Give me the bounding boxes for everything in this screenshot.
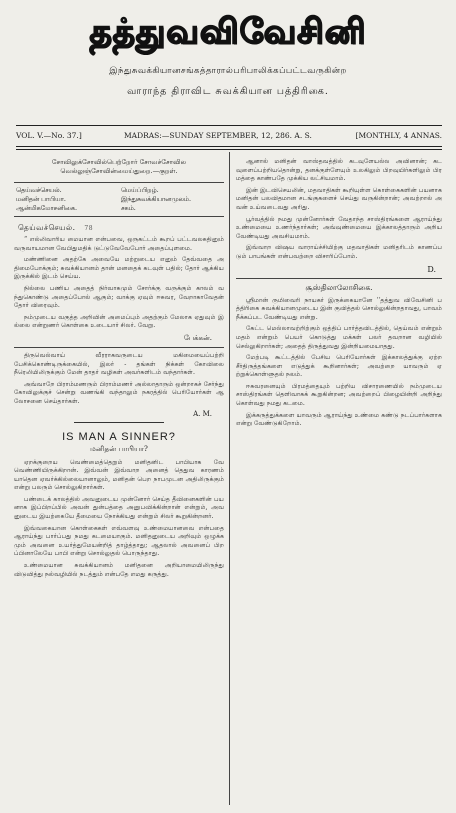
header-bottom-rule bbox=[16, 146, 442, 147]
right-column bbox=[236, 158, 442, 807]
toc-item: சகம். bbox=[121, 204, 136, 212]
masthead-tagline: வாராந்த திராவிட சுவக்கியான பத்திரிகை. bbox=[127, 86, 329, 97]
article-paragraph: உண்மையான சுவக்கியானம் மனிதனை அறியாமையிலிருந்து விடுவித்து நல்வழியில் நடத்தும் என்பதே எமது கருத்து. bbox=[14, 562, 224, 578]
toc-item: ஆன்மிகமோசனிகை. bbox=[16, 204, 78, 212]
article-paragraph: பண்டைக் காலத்தில் அவனுடைய முன்னோர் செய்த தீவினைகளின் பயனாக இப்பிறப்பில் அவன் துன்பத்தை அனுபவிக்கின்றான் என்றும், அவனுடைய இயற்கையே தீமையை நோக்கியது என்றும் சிலர் கூறுகின்றனர். bbox=[14, 495, 224, 521]
short-divider bbox=[74, 422, 164, 423]
article-title: சூஸ்திலாலோசிகை. bbox=[305, 282, 373, 292]
toc-item: தெய்வச்செயல். bbox=[16, 186, 62, 194]
article-paragraph: அவ்வாறே பிராம்மணரும் பிராம்மணர் அல்லாதாரும் ஒன்றாகச் சேர்ந்து கோவிலுக்குச் சென்று வணங்கி வந்தாலும் நகரத்தில் பெரியோர்கள் ஆலோசனை செய்தார்கள். bbox=[14, 380, 224, 405]
article-paragraph: இவ்வாற விஷய வாராய்ச்சியிற்கு மதவாதிகள் மனிதரிடம் காணப்படும் பாபங்கள் என்பவற்றை விசாரிப்போம். bbox=[236, 244, 442, 260]
issue-info-bar bbox=[16, 131, 442, 145]
article-paragraph: கேட்ட மெல்லாவற்றிற்கும் ஒத்திப் பார்த்தவிடத்தில், தெய்வம் என்றும் மதம் என்றும் பெயர் கொடுத்து மக்கள் பலர் தவறான வழியில் செல்லுகிறார்கள்; அதைத் திருத்துவது இன்றியமையாதது. bbox=[236, 325, 442, 350]
section-divider bbox=[236, 278, 442, 279]
header-top-rule bbox=[16, 125, 442, 126]
masthead-logo-title: தத்துவவிவேசினி bbox=[89, 12, 367, 52]
section-divider bbox=[14, 347, 224, 348]
epigraph-quote: சோவிலுக்சோவில்பெற்றோர் சோவச்சோவில வெல்லுஞ்சோவின்மைய்துறை.—குறள். bbox=[51, 158, 187, 175]
article-paragraph: நம்முடைய வகுத்த அறிவின் அமைப்பும் அதற்கும் மேலாக ஏதுவும் இல்லை என்றுணர் கொள்கை உடையார் சிலர். வேறு. bbox=[14, 313, 224, 330]
article-paragraph: இன் இடவிசெயலின், மதவாதிகள் கூறியுள்ள கொள்கைகளின் பயனாக மனிதன் பலவிதமான சடங்குகளைச் செய்து வருகின்றான்; அவற்றால் அவன் உய்வடைவது அரிது. bbox=[236, 186, 442, 211]
article-paragraph: ஈசுவரனையும் பிரமத்தையும் பற்றிய விசாரணையில் நம்முடைய சாஸ்திரங்கள் தெளிவாகக் கூறுகின்றன; அவற்றைப் பிழையின்றி அறிந்து கொள்வது நமது கடமை. bbox=[236, 382, 442, 408]
article-paragraph: ஆனால் மனிதன் வாஸ்தவத்தில் கடவுளேயல்ல அவினான்; கடவுளைப்பற்றியதொன்று, தனக்குள்ளேயும் உலகிலும் பிறவுயிர்களிலும் பிரமத்தை காண்பதே முக்கிய லட்சியமாம். bbox=[236, 158, 442, 183]
article-paragraph: மேற்படி கூட்டத்தில் பேசிய பெரியோர்கள் இக்காலத்துக்கு ஏற்ற சீர்திருத்தங்களை எடுத்துக் கூறினார்கள்; அவற்றை யாவரும் ஏற்றுக்கொள்ளுதல் நலம். bbox=[236, 354, 442, 379]
article-title: தெய்வச்செயல். bbox=[18, 223, 76, 232]
header-bottom-rule-2 bbox=[16, 149, 442, 150]
article-paragraph: ஏறக்குறைய வெண்மைத்தெறும் மனிதனிட பாபியாக வே வெண்ணியிருக்கிறான். இவ்வன் இவ்வாற அனைத் தெதுவ காரணம் யாதென ஏவர்க்கில்லையானாலும், மனிதன் பெற நாபமுடன அதிலிருக்கும் என்று பலரும் சொல்லுகிறார்கள். bbox=[14, 458, 224, 492]
article-signature: A. M. bbox=[193, 409, 212, 418]
article-paragraph: “ எல்லிவாரிய மையான என்பவை, ஒருகட்டம் கூறப் பட்டவலகதினும் வருவாயமான வேபிதுமதிக் டுட்டுவேவேபோர் அதைப்புளமை. bbox=[14, 236, 224, 252]
article-heading bbox=[18, 223, 224, 233]
article-paragraph: இவ்வகையான கொள்கைகள் எவ்வளவு உண்மையானவை என்பதை ஆராய்ந்து பார்ப்பது நமது கடமையாகும். மனிதனுடைய அறிவும் ஒழுக்கமும் அவனை உயர்த்துமேயன்றித் தாழ்த்தாது; ஆதலால் அவனைப் பிறப்பினாலேயே பாபி என்று சொல்லுதல் பொருந்தாது. bbox=[14, 524, 224, 558]
article-signature: பேக்கன். bbox=[183, 333, 212, 342]
volume-number: VOL. V.—No. 37.] bbox=[16, 131, 82, 140]
subscription-price: [MONTHLY, 4 ANNAS. bbox=[355, 131, 442, 140]
article-paragraph: பூர்வத்தில் நமது முன்னோர்கள் வேதாந்த சாஸ்திரங்களை ஆராய்ந்து உண்மையை உணர்ந்தார்கள்; அவ்வுண்மையை இக்காலத்தாரும் அறிய வேண்டியது அவசியமாம். bbox=[236, 215, 442, 240]
masthead-subtitle: இந்துசுவக்கியானசங்கத்தாரால்பரிபாலிக்கப்பட்டவருகின்ற bbox=[109, 66, 347, 76]
article-paragraph: மண்ணினை அதற்கே அவையே மற்றுடைய எனும் தேவ்வதை அதிமைபோக்கும்; சுவக்கியானம் தான் மனதைக் கடவுள் பதில்; தோர் ஆக்கிய இருக்கில் இடம் செய்ய. bbox=[14, 256, 224, 281]
article-paragraph: இக்கருத்துக்களை யாவரும் ஆராய்ந்து உண்மை கண்டு நடப்பார்களாக என்று வேண்டுகிறோம். bbox=[236, 411, 442, 428]
dateline: MADRAS:—SUNDAY SEPTEMBER, 12, 286. A. S. bbox=[124, 131, 312, 140]
toc-item: இந்துசுவக்கியானமுலம். bbox=[121, 195, 192, 203]
left-column bbox=[14, 158, 224, 807]
table-of-contents bbox=[14, 182, 224, 217]
article-number: 78 bbox=[84, 225, 94, 232]
column-divider bbox=[229, 152, 230, 805]
toc-item: மனிதன் பாபியா. bbox=[16, 195, 66, 203]
article-subtitle: மனிதன் பாபியா? bbox=[90, 443, 148, 453]
english-article-title: IS MAN A SINNER? bbox=[62, 430, 176, 443]
article-paragraph: நில்லை பணிய அதைத் நிர்வாகமும் சோர்க்கு வருக்கும் காலம் வந்துகொண்டு அதைப்போல் ஆகும்; வாக்கு ஏவும் ஈசுவர, வேறாகாவேதன் தோர் விரைவும். bbox=[14, 284, 224, 310]
masthead bbox=[18, 6, 438, 66]
article-signature: D. bbox=[427, 264, 436, 274]
toc-item: மெய்ப்பிறழ். bbox=[121, 186, 159, 194]
article-paragraph: ஸ்ரீமான் ருமிவைரி நாயகர் இருக்கையானே ‘‘தத்துவ விவேசினி பத்திரிகை சுவக்கியானமுடைய இன் குவித்தல் சொல்லுகின்றதாவது, பாவம் நீக்கப்பட வேண்டியது என்று. bbox=[236, 296, 442, 321]
article-paragraph: திருவெல்வாய் வீரராகவருடைய மகிமையைப்பற்றி பேசிக்கொண்டிருக்கையில், இலர் - தங்கள் நிக்கள் கோவிலை நீரெலியிலிருக்கும் மேன் தாதர் வழிகள் அவர்களிடம் வந்தார்கள். bbox=[14, 351, 224, 377]
